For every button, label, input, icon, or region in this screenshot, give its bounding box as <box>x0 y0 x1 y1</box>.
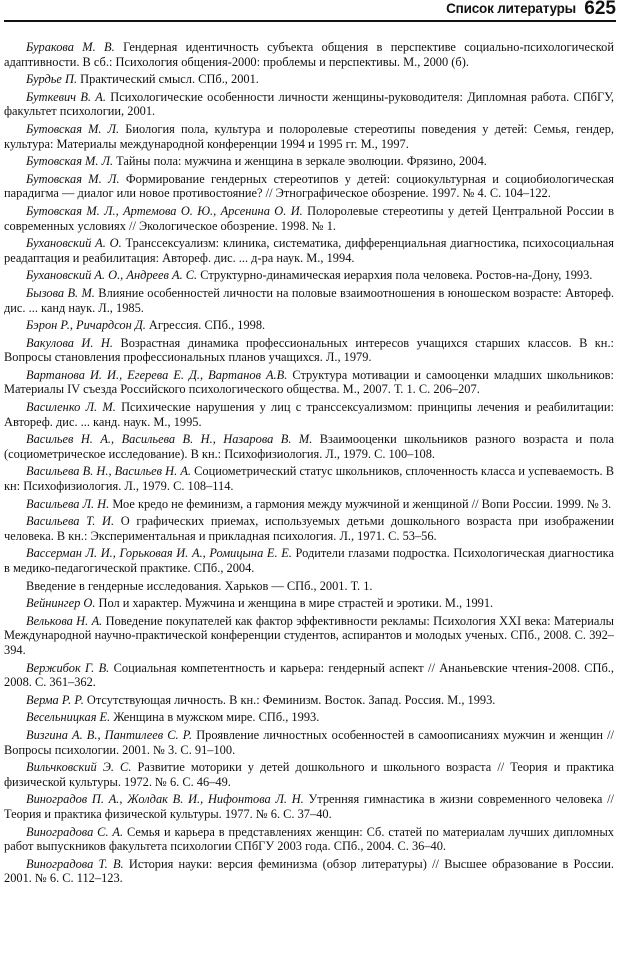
bibliography-entry <box>4 825 614 854</box>
entry-text: Полоролевые стереотипы у детей Центральной России в современных условиях // Экологическое обозрение. 1998. № 1. <box>4 203 614 233</box>
bibliography-entry <box>4 546 614 575</box>
entry-text: Практический смысл. СПб., 2001. <box>77 72 259 87</box>
bibliography-entry <box>4 122 614 151</box>
entry-author: Бурдье П. <box>26 72 78 87</box>
entry-author: Буткевич В. А. <box>26 89 106 104</box>
entry-text: Взаимооценки школьников разного возраста и пола (социометрическое исследование). В кн.: Психофизиология. Л., 1979. С. 100–108. <box>4 432 614 461</box>
entry-text: О графических приемах, используемых детьми дошкольного возраста при изображении человека. В кн.: Экспериментальная и прикладная психология. Л., 1971. С. 53–56. <box>4 514 614 543</box>
entry-text: Введение в гендерные исследования. Харьков — СПб., 2001. Т. 1. <box>26 578 373 593</box>
entry-text: Психические нарушения у лиц с транссексуализмом: принципы лечения и реабилитации: Автореф. дис. ... канд. наук. М., 1995. <box>4 400 614 429</box>
entry-text: Социометрический статус школьников, сплоченность класса и успеваемость. В кн: Психофизиология. Л., 1979. С. 108–114. <box>4 464 614 494</box>
entry-text: Структурно-динамическая иерархия пола человека. Ростов-на-Дону, 1993. <box>197 268 593 283</box>
bibliography-entry <box>4 336 614 365</box>
bibliography-entry <box>4 792 614 821</box>
entry-author: Васильева Т. И. <box>26 514 115 529</box>
entry-text: Поведение покупателей как фактор эффективности рекламы: Психология XXI века: Материалы Международной научно-практической конференции студентов, аспирантов и молодых ученых. СПб., 2008. С. 392–394. <box>4 613 614 657</box>
entry-author: Вассерман Л. И., Горьковая И. А., Ромицына Е. Е. <box>26 546 292 561</box>
entry-author: Виноградова С. А. <box>26 824 124 839</box>
bibliography-entry <box>4 728 614 757</box>
entry-text: Развитие моторики у детей дошкольного и школьного возраста // Теория и практика физической культуры. 1972. № 6. С. 46–49. <box>4 760 614 789</box>
entry-author: Виноградов П. А., Жолдак В. И., Нифонтова Л. Н. <box>26 792 304 807</box>
bibliography-entry <box>4 497 614 512</box>
bibliography-entry <box>4 72 614 87</box>
entry-author: Вакулова И. Н. <box>26 335 113 350</box>
entry-text: Мое кредо не феминизм, а гармония между мужчиной и женщиной // Вопи России. 1999. № 3. <box>109 496 612 511</box>
entry-text: Возрастная динамика профессиональных интересов учащихся старших классов. В кн.: Вопросы становления профессиональных планов учащихся. Л., 1979. <box>4 335 614 365</box>
page-number: 625 <box>584 0 616 19</box>
bibliography-entry <box>4 400 614 429</box>
entry-author: Васильева Л. Н. <box>26 496 110 511</box>
entry-author: Буракова М. В. <box>26 40 115 54</box>
entry-text: Отсутствующая личность. В кн.: Феминизм. Восток. Запад. Россия. М., 1993. <box>83 692 496 707</box>
entry-text: Проявление личностных особенностей в самоописаниях мужчин и женщин // Вопросы психологии. 2001. № 3. С. 91–100. <box>4 727 614 757</box>
entry-text: Психологические особенности личности женщины-руководителя: Дипломная работа. СПбГУ, факультет психологии, 2001. <box>4 89 614 119</box>
bibliography-list <box>4 40 614 889</box>
entry-author: Бухановский А. О., Андреев А. С. <box>26 268 198 283</box>
entry-text: Структура мотивации и самооценки младших школьников: Материалы IV съезда Российского психологического общества. М., 2007. Т. 1. С. 206–207. <box>4 367 614 397</box>
bibliography-entry <box>4 514 614 543</box>
bibliography-entry <box>4 172 614 201</box>
bibliography-entry <box>4 579 614 594</box>
entry-text: Агрессия. СПб., 1998. <box>145 318 266 333</box>
entry-author: Визгина А. В., Пантилеев С. Р. <box>26 727 193 742</box>
entry-author: Бутовская М. Л. <box>26 121 120 136</box>
entry-text: История науки: версия феминизма (обзор литературы) // Высшее образование в России. 2001. № 6. С. 112–123. <box>4 856 614 886</box>
bibliography-entry <box>4 857 614 886</box>
entry-author: Велькова Н. А. <box>26 613 103 628</box>
entry-author: Бухановский А. О. <box>26 236 122 251</box>
bibliography-entry <box>4 318 614 333</box>
bibliography-entry <box>4 90 614 119</box>
entry-text: Утренняя гимнастика в жизни современного человека // Теория и практика физической культуры. 1977. № 6. С. 37–40. <box>4 792 614 821</box>
bibliography-entry <box>4 710 614 725</box>
bibliography-entry <box>4 154 614 169</box>
bibliography-entry <box>4 204 614 233</box>
bibliography-entry <box>4 286 614 315</box>
entry-text: Влияние особенностей личности на половые взаимоотношения в юношеском возрасте: Автореф. дис. ... канд наук. Л., 1985. <box>4 285 614 315</box>
header-rule <box>4 20 616 22</box>
entry-text: Тайны пола: мужчина и женщина в зеркале эволюции. Фрязино, 2004. <box>113 154 487 169</box>
entry-text: Социальная компетентность и карьера: гендерный аспект // Ананьевские чтения-2008. СПб., 2008. С. 361–362. <box>4 660 615 690</box>
bibliography-entry <box>4 236 614 265</box>
bibliography-entry <box>4 614 614 658</box>
entry-text: Пол и характер. Мужчина и женщина в мире страстей и эротики. М., 1991. <box>95 596 494 611</box>
entry-author: Бутовская М. Л., Артемова О. Ю., Арсенина О. И. <box>26 203 303 218</box>
bibliography-entry <box>4 268 614 283</box>
entry-author: Вильчковский Э. С. <box>26 760 132 775</box>
entry-text: Родители глазами подростка. Психологическая диагностика в медико-педагогической практике. СПб., 2004. <box>4 546 615 575</box>
entry-author: Вейнингер О. <box>26 596 96 611</box>
entry-author: Вартанова И. И., Егерева Е. Д., Вартанов А.В. <box>26 367 288 382</box>
bibliography-entry <box>4 368 614 397</box>
entry-author: Вержибок Г. В. <box>26 660 110 675</box>
bibliography-entry <box>4 693 614 708</box>
bibliography-entry <box>4 40 614 69</box>
entry-text: Биология пола, культура и полоролевые стереотипы поведения у детей: Семья, гендер, культура: Материалы международной конференции 1994 и 1995 гг. М., 1997. <box>4 121 614 151</box>
entry-text: Формирование гендерных стереотипов у детей: социокультурная и социобиологическая парадигма — диалог или новое противостояние? // Этнографическое обозрение. 1997. № 4. С. 104–122. <box>4 171 614 201</box>
bibliography-entry <box>4 596 614 611</box>
entry-author: Васильева В. Н., Васильев Н. А. <box>26 464 191 479</box>
entry-author: Верма Р. Р. <box>26 692 84 707</box>
bibliography-entry <box>4 760 614 789</box>
bibliography-entry <box>4 432 614 461</box>
entry-author: Бутовская М. Л. <box>26 154 114 169</box>
entry-author: Виноградова Т. В. <box>26 856 124 871</box>
entry-author: Весельницкая Е. <box>26 710 111 725</box>
entry-text: Семья и карьера в представлениях женщин: Сб. статей по материалам лучших дипломных работ выпускников факультета психологии СПбГУ 2003 года. СПб., 2004. С. 36–40. <box>4 824 614 854</box>
entry-text: Женщина в мужском мире. СПб., 1993. <box>110 710 320 725</box>
bibliography-entry <box>4 464 614 493</box>
running-title: Список литературы <box>446 1 576 16</box>
entry-author: Бызова В. М. <box>26 285 95 300</box>
entry-author: Василенко Л. М. <box>26 400 116 415</box>
entry-text: Транссексуализм: клиника, систематика, дифференциальная диагностика, психосоциальная реадаптация и реабилитация: Автореф. дис. ... д-ра наук. М., 1994. <box>4 236 614 265</box>
entry-text: Гендерная идентичность субъекта общения в перспективе социально-психологической адаптивности. В сб.: Психология общения-2000: проблемы и перспективы. М., 2000 (б). <box>4 40 614 69</box>
entry-author: Бэрон Р., Ричардсон Д. <box>26 318 146 333</box>
page-header <box>0 0 620 22</box>
entry-author: Бутовская М. Л. <box>26 171 120 186</box>
entry-author: Васильев Н. А., Васильева В. Н., Назарова В. М. <box>26 432 313 447</box>
bibliography-entry <box>4 661 614 690</box>
